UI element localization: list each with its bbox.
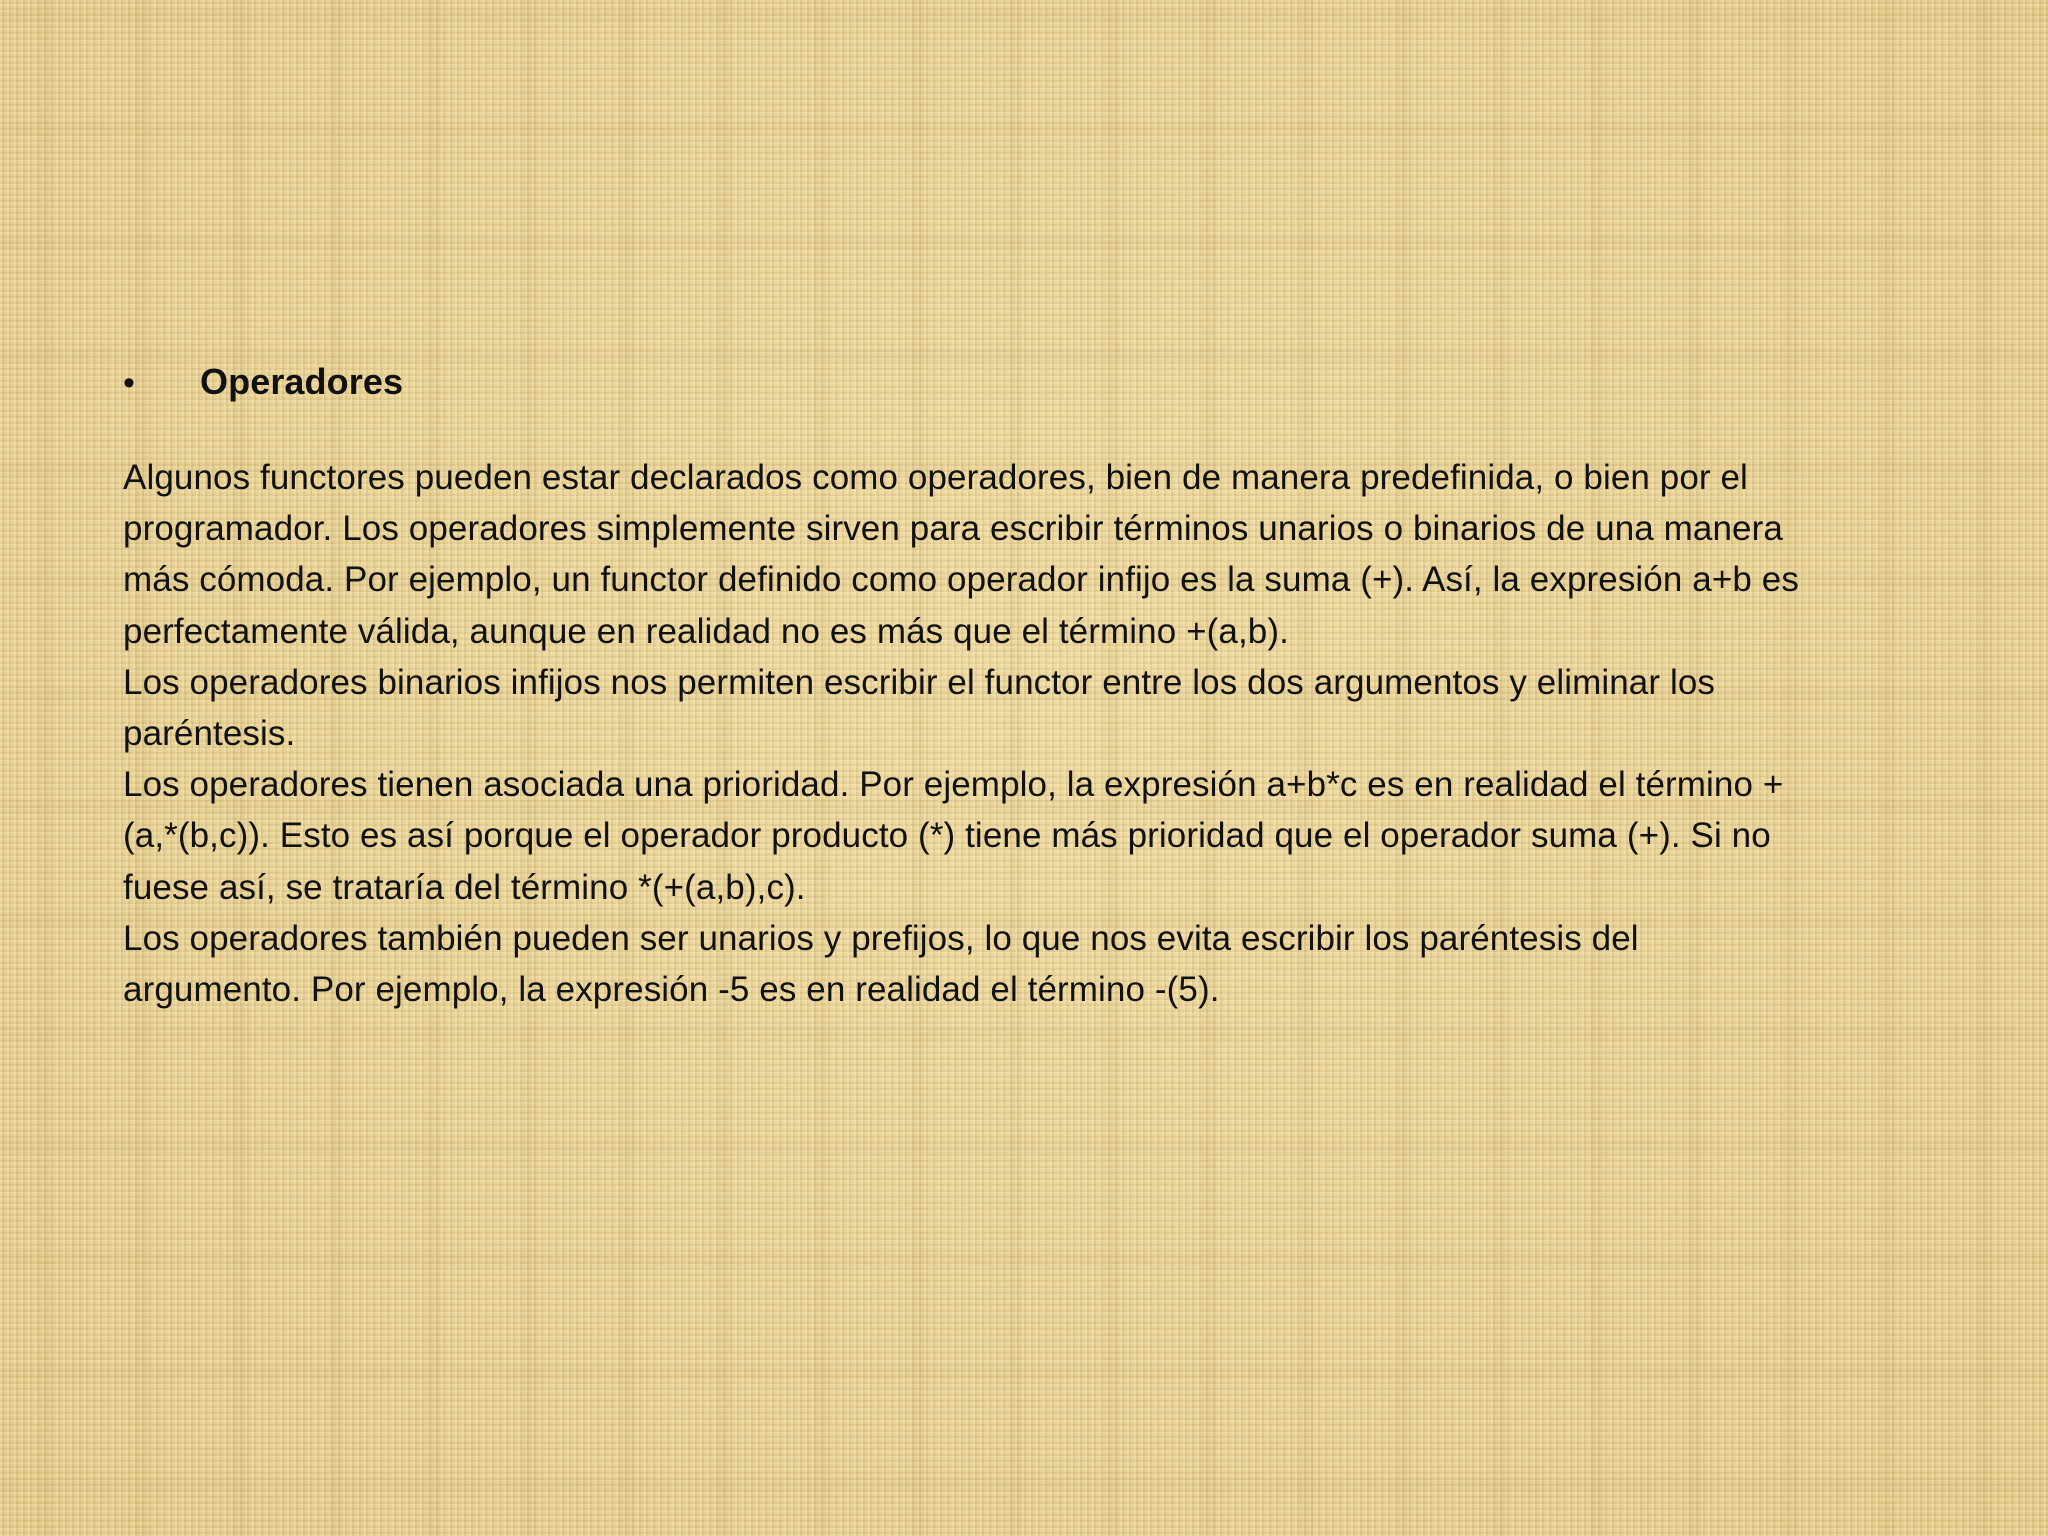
section-heading: Operadores	[200, 361, 404, 402]
paragraph-unary-prefix: Los operadores también pueden ser unarios y prefijos, lo que nos evita escribir los paréntesis del argumento. Por ejemplo, la expresión -5 es en realidad el término -(5).	[123, 918, 1639, 1010]
paragraph-intro: Algunos functores pueden estar declarados como operadores, bien de manera predefinida, o bien por el programador. Los operadores simplemente sirven para escribir términos unarios o binarios de una manera más cómoda. Por ejemplo, un functor definido como operador infijo es la suma (+). Así, la expresión a+b es perfectamente válida, aunque en realidad no es más que el término +(a,b).	[123, 458, 1799, 651]
bullet-icon: •	[123, 364, 136, 402]
bullet-heading	[123, 356, 1823, 414]
slide-content	[123, 356, 1823, 1015]
paragraph-priority: Los operadores tienen asociada una prioridad. Por ejemplo, la expresión a+b*c es en realidad el término +(a,*(b,c)). Esto es así porque el operador producto (*) tiene más prioridad que el operador suma (+). Si no fuese así, se trataría del término *(+(a,b),c).	[123, 765, 1784, 907]
paragraph-binary-infix: Los operadores binarios infijos nos permiten escribir el functor entre los dos argumentos y eliminar los paréntesis.	[123, 662, 1715, 754]
